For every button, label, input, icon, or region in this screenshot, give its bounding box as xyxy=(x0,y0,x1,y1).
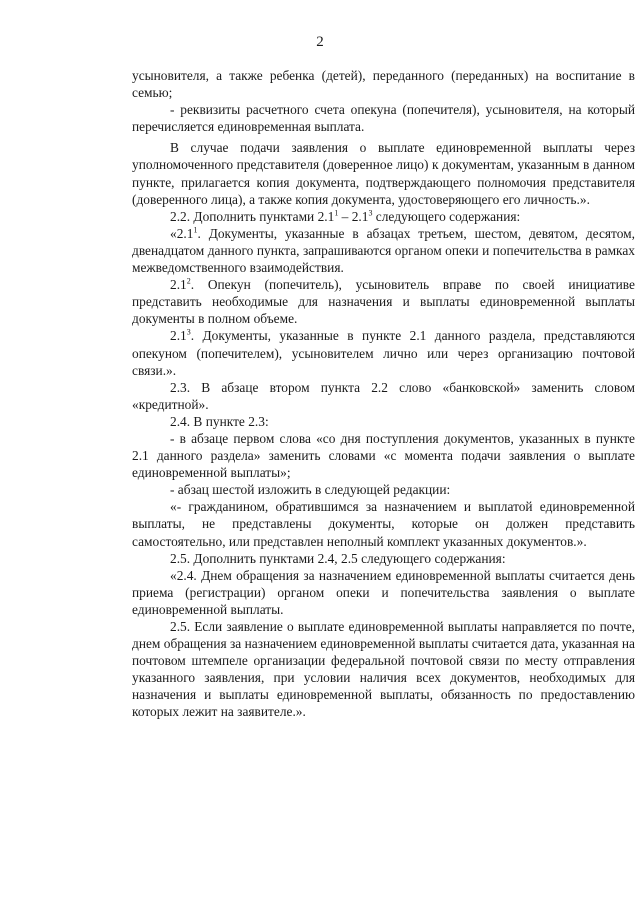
paragraph xyxy=(132,225,635,276)
paragraph: 2.4. В пункте 2.3: xyxy=(170,413,269,429)
superscript: 2 xyxy=(186,276,191,286)
paragraph xyxy=(132,208,635,225)
paragraph xyxy=(132,276,635,327)
paragraph: В случае подачи заявления о выплате единовременной выплаты через уполномоченного представителя (доверенное лицо) к документам, указанным в данном пункте, прилагается копия документа, подтверждающего полномочия представителя (доверенного лица), а также копия документа, удостоверяющего его личность.». xyxy=(132,140,635,207)
superscript: 3 xyxy=(368,208,373,218)
page-number: 2 xyxy=(316,34,324,50)
superscript: 3 xyxy=(186,327,191,337)
paragraph: усыновителя, а также ребенка (детей), переданного (переданных) на воспитание в семью; xyxy=(132,68,635,101)
paragraph: «2.4. Днем обращения за назначением единовременной выплаты считается день приема (регистрации) органом опеки и попечительства заявления о выплате единовременной выплаты. xyxy=(132,567,635,617)
paragraph: - реквизиты расчетного счета опекуна (попечителя), усыновителя, на который перечисляется единовременная выплата. xyxy=(132,102,635,135)
text-segment: 2.1 xyxy=(170,328,187,344)
text-segment: «2.1 xyxy=(170,225,194,241)
superscript: 1 xyxy=(193,225,198,235)
text-segment: . Документы, указанные в пункте 2.1 данного раздела, представляются опекуном (попечителем), усыновителем лично или через организацию почтовой связи.». xyxy=(132,328,635,378)
text-segment: – 2.1 xyxy=(338,208,369,224)
paragraph: 2.3. В абзаце втором пункта 2.2 слово «банковской» заменить словом «кредитной». xyxy=(132,379,635,412)
document-body xyxy=(132,67,635,721)
text-segment: следующего содержания: xyxy=(372,208,521,224)
paragraph: «- гражданином, обратившимся за назначением и выплатой единовременной выплаты, не представлены документы, которые он должен представить самостоятельно, или представлен неполный комплект указанных документов.». xyxy=(132,499,635,549)
paragraph xyxy=(132,327,635,378)
superscript: 1 xyxy=(334,208,339,218)
paragraph: - абзац шестой изложить в следующей редакции: xyxy=(170,482,451,498)
text-segment: . Документы, указанные в абзацах третьем, шестом, девятом, десятом, двенадцатом данного пункта, запрашиваются органом опеки и попечительства в рамках межведомственного взаимодействия. xyxy=(132,225,635,276)
paragraph: 2.5. Если заявление о выплате единовременной выплаты направляется по почте, днем обращения за назначением единовременной выплаты считается дата, указанная на почтовом штемпеле организации федеральной почтовой связи по месту отправления указанного заявления, при условии наличия всех документов, необходимых для назначения и выплаты единовременной выплаты, обязанность по предоставлению которых лежит на заявителе.». xyxy=(132,619,635,720)
text-segment: 2.2. Дополнить пунктами 2.1 xyxy=(170,208,335,224)
text-segment: . Опекун (попечитель), усыновитель вправе по своей инициативе представить необходимые для назначения и выплаты единовременной выплаты документы в полном объеме. xyxy=(132,277,635,327)
paragraph: 2.5. Дополнить пунктами 2.4, 2.5 следующего содержания: xyxy=(170,550,506,566)
paragraph: - в абзаце первом слова «со дня поступления документов, указанных в пункте 2.1 данного раздела» заменить словами «с момента подачи заявления о выплате единовременной выплаты»; xyxy=(132,430,635,481)
text-segment: 2.1 xyxy=(170,277,187,293)
